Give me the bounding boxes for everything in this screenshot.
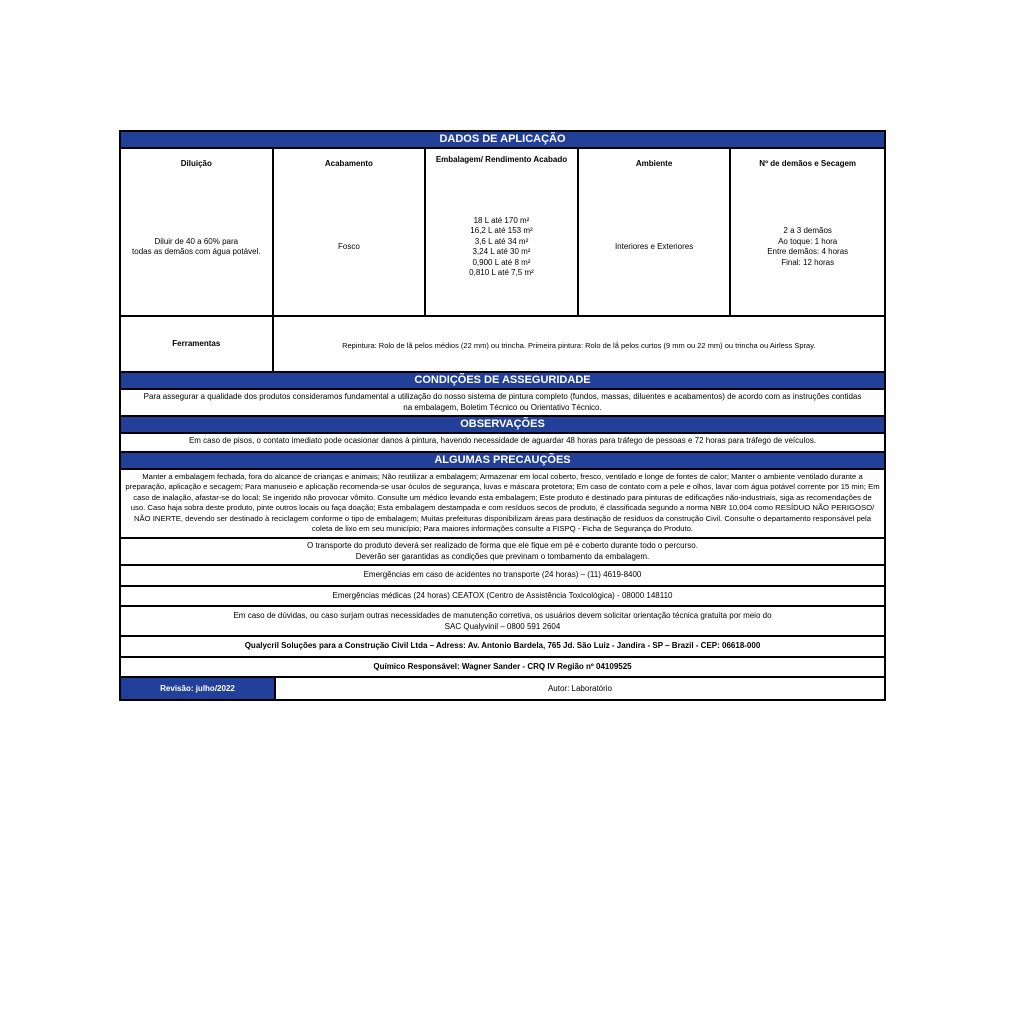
revision-label: Revisão: julho/2022	[121, 678, 276, 699]
dilution-line: todas as demãos com água potável.	[132, 247, 261, 256]
dilution-line: Diluir de 40 a 60% para	[154, 236, 239, 246]
transport-line: Deverão ser garantidas as condições que previnam o tombamento da embalagem.	[355, 551, 650, 561]
emergency-transport: Emergências em caso de acidentes no transporte (24 horas) – (11) 4619-8400	[121, 566, 884, 587]
packaging-cell	[426, 149, 579, 315]
dilution-cell	[121, 149, 274, 315]
environment-cell	[579, 149, 732, 315]
coats-drying-line: Entre demãos: 4 horas	[767, 247, 849, 256]
transport-line: O transporte do produto deverá ser realizado de forma que ele fique em pé e coberto durante todo o percurso.	[307, 541, 698, 551]
emergency-medical: Emergências médicas (24 horas) CEATOX (Centro de Assistência Toxicológica) - 08000 148110	[121, 587, 884, 608]
section-title-observations: OBSERVAÇÕES	[121, 417, 884, 434]
revision-footer	[121, 678, 884, 699]
support-info	[121, 607, 884, 637]
packaging-line: 16,2 L até 153 m²	[470, 226, 533, 235]
section-title-precautions: ALGUMAS PRECAUÇÕES	[121, 453, 884, 470]
tools-text: Repintura: Rolo de lã pelos médios (22 mm) ou trincha. Primeira pintura: Rolo de lã pelos curtos (9 mm ou 22 mm) ou trincha ou Airless Spray.	[342, 340, 816, 350]
packaging-line: 3,6 L até 34 m²	[474, 236, 529, 246]
coats-drying-line: 2 a 3 demãos	[783, 226, 832, 235]
application-data-row	[121, 149, 884, 317]
environment-line: Interiores e Exteriores	[614, 241, 694, 251]
environment-heading: Ambiente	[635, 159, 673, 168]
support-line: Em caso de dúvidas, ou caso surjam outras necessidades de manutenção corretiva, os usuários devem solicitar orientação técnica gratuita por meio do	[233, 611, 772, 621]
transport-info	[121, 539, 884, 566]
section-title-assurance: CONDIÇÕES DE ASSEGURIDADE	[121, 373, 884, 390]
coats-drying-line: Final: 12 horas	[781, 257, 835, 267]
observations-text: Em caso de pisos, o contato imediato pode ocasionar danos à pintura, havendo necessidade de aguardar 48 horas para tráfego de pessoas e 72 horas para tráfego de veículos.	[121, 434, 884, 453]
dilution-heading: Diluição	[180, 159, 212, 168]
coats-drying-heading: Nº de demãos e Secagem	[759, 159, 857, 168]
tools-label: Ferramentas	[121, 317, 274, 371]
finish-line: Fosco	[337, 241, 360, 251]
precautions-text: Manter a embalagem fechada, fora do alcance de crianças e animais; Não reutilizar a embalagem; Armazenar em local coberto, fresco, ventilado e longe de fontes de calor; Manter o ambiente ventilado durante a preparação, aplicação e secagem; Para manuseio e aplicação recomenda-se usar óculos de segurança, luvas e máscara protetora; Em caso de contato com a pele e olhos, lavar com água potável corrente por 15 min; Em caso de inalação, afastar-se do local; Se ingerido não provocar vômito. Consulte um médico levando esta embalagem; Este produto é destinado para pinturas de edificações não-industriais, siga as recomendações de uso. Caso haja sobra deste produto, pinte outros locais ou faça doação; Esta embalagem destampada e com resíduos secos de produto, é classificada segundo a norma NBR 10.004 como RESÍDUO NÃO PERIGOSO/ NÃO INERTE, devendo ser destinado à reciclagem conforme o tipo de embalagem; Muitas prefeituras disponibilizam áreas para destinação de resíduos da construção Civil. Consulte o departamento responsável pela coleta de lixo em seu município; Para maiores informações consulte a FISPQ - Ficha de Segurança do Produto.	[121, 470, 884, 540]
packaging-line: 0,900 L até 8 m²	[472, 257, 531, 267]
coats-drying-cell	[731, 149, 884, 315]
technical-data-sheet	[119, 130, 886, 701]
finish-heading: Acabamento	[324, 159, 373, 168]
packaging-line: 0,810 L até 7,5 m²	[469, 268, 534, 277]
author-label: Autor: Laboratório	[547, 684, 613, 694]
packaging-line: 3,24 L até 30 m²	[472, 247, 531, 256]
assurance-text: Para assegurar a qualidade dos produtos consideramos fundamental a utilização do nosso sistema de pintura completo (fundos, massas, diluentes e acabamentos) de acordo com as instruções contidas na embalagem, Boletim Técnico ou Orientativo Técnico.	[121, 390, 884, 417]
packaging-line: 18 L até 170 m²	[473, 215, 530, 225]
section-title-application: DADOS DE APLICAÇÃO	[121, 132, 884, 149]
tools-row	[121, 317, 884, 373]
responsible-chemist: Químico Responsável: Wagner Sander - CRQ IV Região nº 04109525	[121, 658, 884, 679]
support-line: SAC Qualyvinil – 0800 591 2604	[444, 621, 561, 631]
packaging-heading: Embalagem/ Rendimento Acabado	[435, 155, 568, 164]
finish-cell	[274, 149, 427, 315]
coats-drying-line: Ao toque: 1 hora	[778, 236, 838, 246]
company-address: Qualycril Soluções para a Construção Civil Ltda – Adress: Av. Antonio Bardela, 765 Jd. São Luiz - Jandira - SP – Brazil - CEP: 06618-000	[121, 637, 884, 658]
